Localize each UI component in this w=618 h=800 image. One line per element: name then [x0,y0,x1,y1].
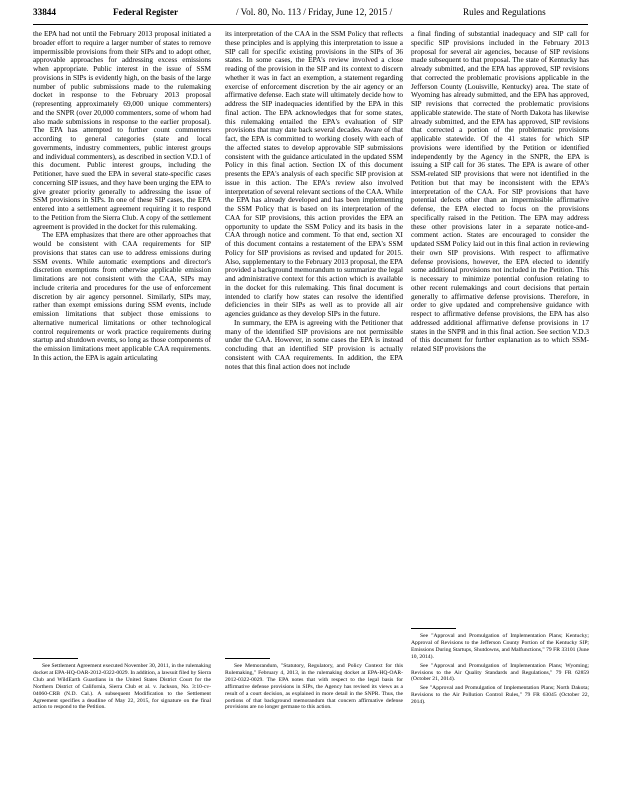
footnote-rule [411,628,456,629]
footnotes [33,663,211,711]
footnote: See Settlement Agreement executed November 30, 2011, in the rulemaking docket at EPA-HQ-OAR-2012-0322-0029. In addition, a lawsuit filed by Sierra Club and WildEarth Guardians in the United States District Court for the Northern District of California, Sierra Club et al. v. Jackson, No. 3:10-cv-04060-CRB (N.D. Cal.). A subsequent Modification to the Settlement Agreement specifies a deadline of May 22, 2015, for signature on the final action to respond to the Petition. [33,663,211,711]
paragraph: In summary, the EPA is agreeing with the Petitioner that many of the identified SIP provisions are not permissible under the CAA. However, in some cases the EPA is instead concluding that an identified SIP provision is actually consistent with CAA requirements. In addition, the EPA notes that this final action does not include [225,317,403,371]
column-body [225,30,403,650]
text-column-3 [411,30,589,790]
paragraph: a final finding of substantial inadequacy and SIP call for specific SIP provisions included in the February 2013 proposal for several air agencies, because of SIP revisions made subsequent to that proposal. The state of Kentucky has already submitted, and the EPA has approved, SIP revisions that corrected the problematic provisions applicable in the Jefferson County (Louisville, Kentucky) area. The state of Wyoming has already submitted, and the EPA has approved, SIP revisions that corrected the problematic provisions applicable statewide. The state of North Dakota has likewise already submitted, and the EPA has approved, SIP revisions that corrected a portion of the problematic provisions applicable statewide. Of the 41 states for which SIP provisions were identified by the Petition or identified independently by the Agency in the SNPR, the EPA is issuing a SIP call for 36 states. The EPA is aware of other SSM-related SIP provisions that were not identified in the Petition but that may be inconsistent with the EPA's interpretation of the CAA. For SIP provisions that have potential defects other than an impermissible affirmative defense, the EPA elected to focus on the provisions specifically raised in the Petition. The EPA may address these other provisions later in a separate notice-and-comment action. States are encouraged to consider the updated SSM Policy laid out in this final action in reviewing their own SIP provisions. With respect to affirmative defense provisions, however, the EPA elected to identify some additional provisions not included in the Petition. This is necessary to minimize potential confusion relating to other recent rulemakings and court decisions that pertain generally to affirmative defense provisions. Therefore, in order to give updated and comprehensive guidance with respect to affirmative defense provisions, the EPA has also addressed additional affirmative defense provisions in 17 states in the SNPR and in this final action. See section V.D.3 of this document for further explanation as to which SSM-related SIP provisions the [411,30,589,353]
footnote-rule [33,658,78,659]
text-column-2 [225,30,403,790]
column-body [33,30,211,650]
footnote: See "Approval and Promulgation of Implementation Plans; Wyoming; Revisions to the Air Quality Standards and Regulations," 79 FR 62859 (October 21, 2014). [411,662,589,683]
section-name: Rules and Regulations [463,7,546,17]
footnote: See "Approval and Promulgation of Implementation Plans; Kentucky; Approval of Revisions to the Jefferson County Portion of the Kentucky SIP; Emissions During Startups, Shutdowns, and Malfunctions," 79 FR 33101 (June 10, 2014). [411,633,589,660]
text-column-1 [33,30,211,790]
footnote: See Memorandum, "Statutory, Regulatory, and Policy Context for this Rulemaking," February 4, 2013, in the rulemaking docket at EPA-HQ-OAR-2012-0322-0029. The EPA notes that with respect to the legal basis for affirmative defense provisions in SIPs, the Agency has revised its views as a result of a court decision, as explained in more detail in the SNPR. Thus, the portions of that background memorandum that concern affirmative defense provisions are no longer germane to this action. [225,663,403,711]
page-number: 33844 [33,7,56,17]
footnotes [411,633,589,706]
footnotes [225,663,403,711]
footnote: See "Approval and Promulgation of Implementation Plans; North Dakota; Revisions to the Air Pollution Control Rules," 79 FR 63045 (October 22, 2014). [411,685,589,706]
paragraph: the EPA had not until the February 2013 proposal initiated a broader effort to require a larger number of states to remove impermissible provisions from their SIPs and to adopt other, approvable approaches for addressing excess emissions when appropriate. Public interest in the issue of SSM provisions in SIPs is evidently high, on the basis of the large number of public submissions made to the rulemaking docket in response to the February 2013 proposal (representing approximately 69,000 unique commenters) and the SNPR (over 20,000 commenters, some of whom had also made submissions in response to the earlier proposal). The EPA has attempted to further count commenters according to general categories (state and local governments, industry commenters, public interest groups and individual commenters), as described in section V.D.1 of this document. Public interest groups, including the Petitioner, have sued the EPA in several state-specific cases concerning SIP issues, and they have been urging the EPA to give greater priority generally to addressing the issue of SSM provisions in SIPs. In one of these SIP cases, the EPA entered into a settlement agreement requiring it to respond to the Petition from the Sierra Club. A copy of the settlement agreement is provided in the docket for this rulemaking. [33,30,211,231]
header-rule [33,24,588,25]
footnote-rule [225,658,270,659]
volume-info: / Vol. 80, No. 113 / Friday, June 12, 2015 / [236,7,393,17]
publication-title: Federal Register [113,7,179,17]
page-header [33,7,588,21]
paragraph: its interpretation of the CAA in the SSM Policy that reflects these principles and is applying this interpretation to issue a SIP call for specific existing provisions in the SIPs of 36 states. In some cases, the EPA's review involved a close reading of the provision in the SIP and its context to discern whether it was in fact an exemption, a statement regarding exercise of enforcement discretion by the air agency or an affirmative defense. Each state will ultimately decide how to address the SIP inadequacies identified by the EPA in this final action. The EPA acknowledges that for some states, this rulemaking entailed the EPA's evaluation of SIP provisions that may date back several decades. Aware of that fact, the EPA is committed to working closely with each of the affected states to develop approvable SIP submissions consistent with the guidance articulated in the updated SSM Policy in this final action. Section IX of this document presents the EPA's analysis of each specific SIP provision at issue in this action. The EPA's review also involved interpretation of several relevant sections of the CAA. While the EPA has already developed and has been implementing the SSM Policy that is based on its interpretation of the CAA for SIP provisions, this action provides the EPA an opportunity to update the SSM Policy and its basis in the CAA through notice and comment. To that end, section XI of this document contains a restatement of the EPA's SSM Policy for SIP provisions as revised and updated for 2015. Also, supplementary to the February 2013 proposal, the EPA provided a background memorandum to summarize the legal and administrative context for this action which is available in the docket for this rulemaking. This final document is intended to clarify how states can resolve the identified deficiencies in their SIPs as well as to provide all air agencies guidance as they develop SIPs in the future. [225,30,403,318]
paragraph: The EPA emphasizes that there are other approaches that would be consistent with CAA requirements for SIP provisions that states can use to address emissions during SSM events. While automatic exemptions and director's discretion exemptions from otherwise applicable emission limitations are not consistent with the CAA, SIPs may include criteria and procedures for the use of enforcement discretion by air agency personnel. Similarly, SIPs may, rather than exempt emissions during SSM events, include emission limitations that subject those emissions to alternative numerical limitations or other technological control requirements or work practice requirements during startup and shutdown events, so long as those components of the emission limitations meet applicable CAA requirements. In this action, the EPA is again articulating [33,230,211,362]
column-body [411,30,589,620]
